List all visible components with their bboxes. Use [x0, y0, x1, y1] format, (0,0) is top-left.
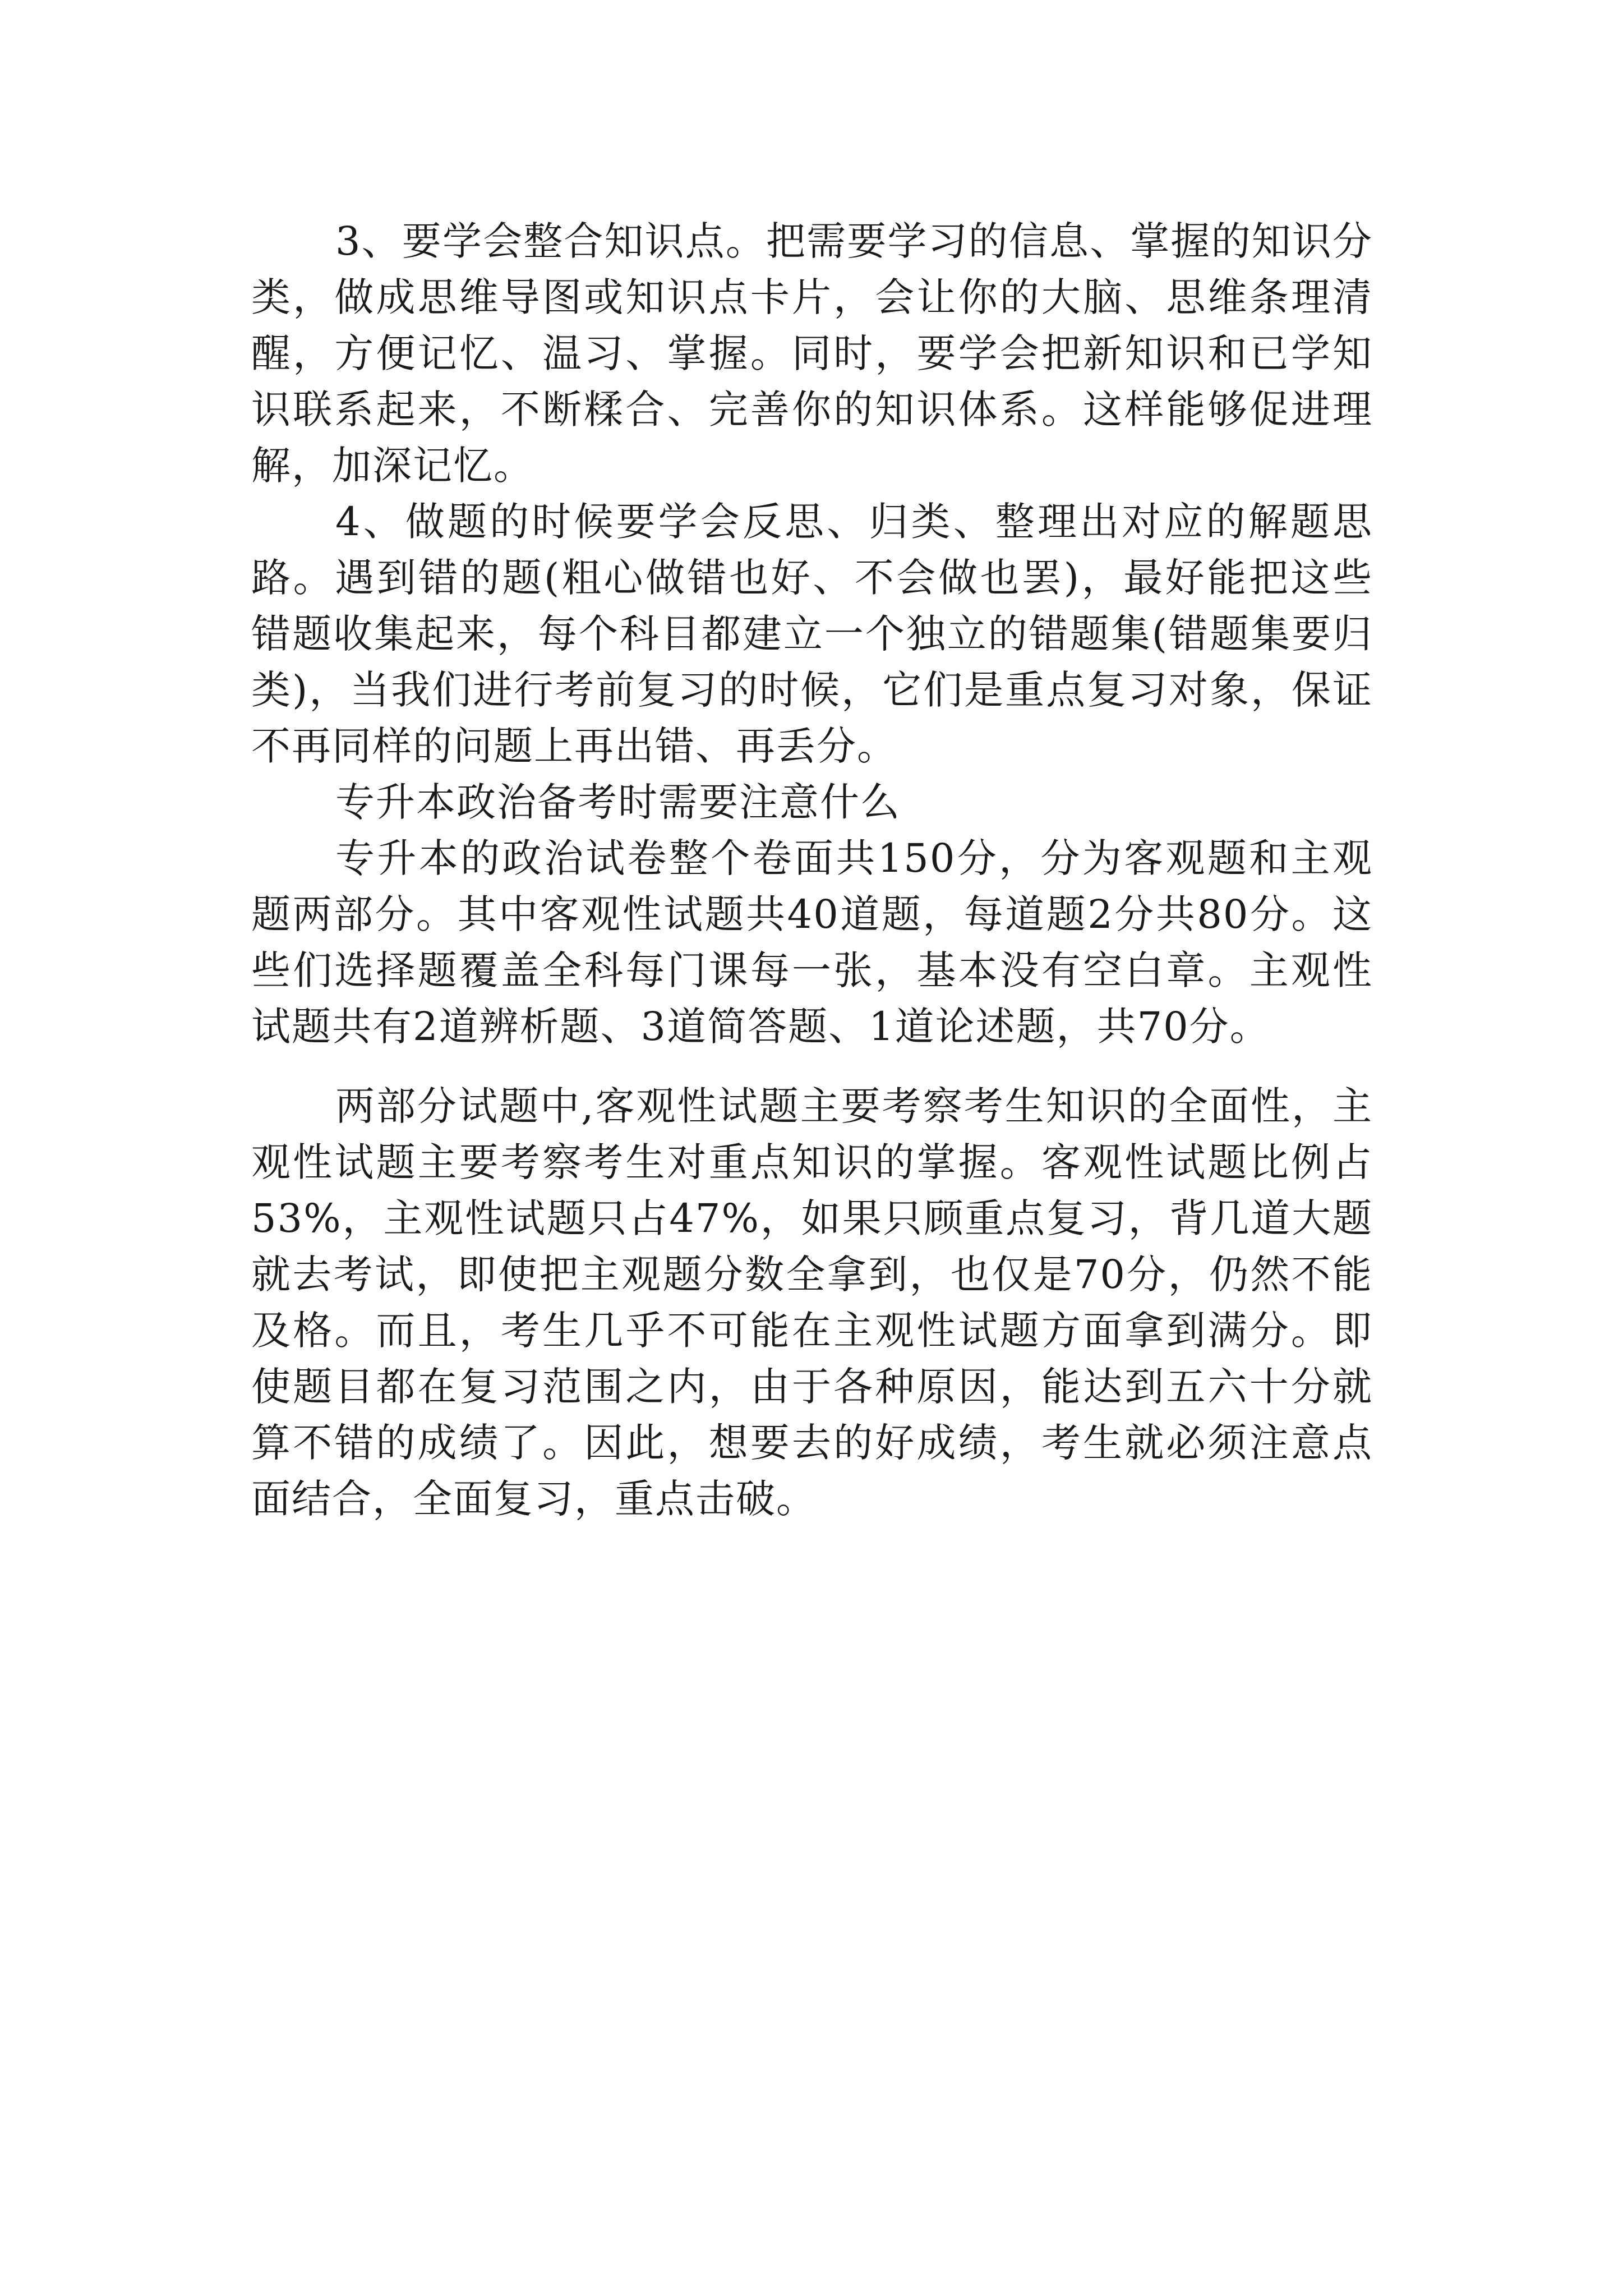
paragraph-integrate-knowledge: 3、要学会整合知识点。把需要学习的信息、掌握的知识分类，做成思维导图或知识点卡片，会让你的大脑、思维条理清醒，方便记忆、温习、掌握。同时，要学会把新知识和已学知识联系起来，不断糅合、完善你的知识体系。这样能够促进理解，加深记忆。 [251, 218, 1373, 489]
paragraph-reflect-on-exercises: 4、做题的时候要学会反思、归类、整理出对应的解题思路。遇到错的题(粗心做错也好、不会做也罢)，最好能把这些错题收集起来，每个科目都建立一个独立的错题集(错题集要归类)，当我们进行考前复习的时候，它们是重点复习对象，保证不再同样的问题上再出错、再丢分。 [251, 499, 1373, 769]
document-body [251, 213, 1373, 1527]
paragraph-exam-structure: 专升本的政治试卷整个卷面共150分，分为客观题和主观题两部分。其中客观性试题共40道题，每道题2分共80分。这些们选择题覆盖全科每门课每一张，基本没有空白章。主观性试题共有2道辨析题、3道简答题、1道论述题，共70分。 [251, 835, 1373, 1050]
paragraph-exam-strategy: 两部分试题中,客观性试题主要考察考生知识的全面性，主观性试题主要考察考生对重点知识的掌握。客观性试题比例占53%，主观性试题只占47%，如果只顾重点复习，背几道大题就去考试，即使把主观题分数全拿到，也仅是70分，仍然不能及格。而且，考生几乎不可能在主观性试题方面拿到满分。即使题目都在复习范围之内，由于各种原因，能达到五六十分就算不错的成绩了。因此，想要去的好成绩，考生就必须注意点面结合，全面复习，重点击破。 [251, 1083, 1373, 1522]
section-heading: 专升本政治备考时需要注意什么 [335, 779, 901, 825]
